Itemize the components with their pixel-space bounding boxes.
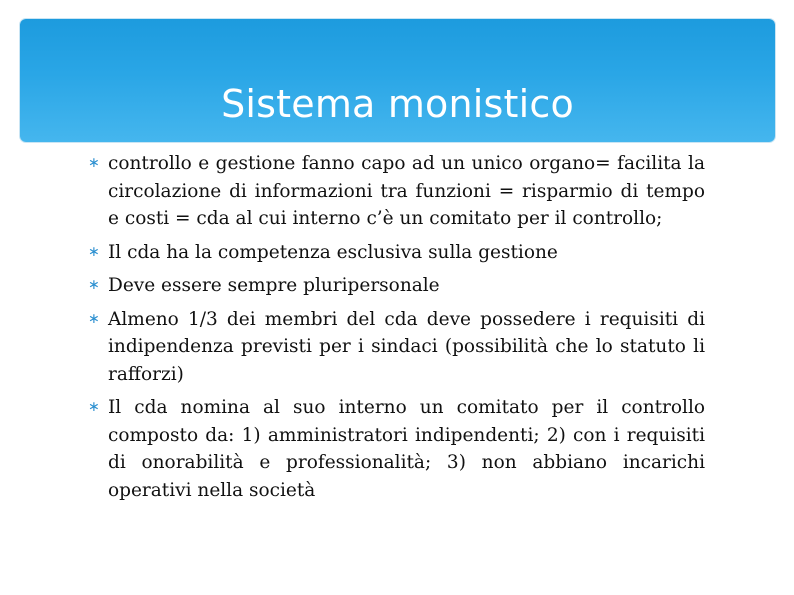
bullet-item (88, 239, 705, 267)
bullet-item (88, 306, 705, 389)
bullet-text: Deve essere sempre pluripersonale (108, 275, 440, 296)
bullet-text: Almeno 1/3 dei membri del cda deve possedere i requisiti di indipendenza previsti per i sindaci (possibilità che lo statuto li rafforzi) (108, 308, 705, 385)
bullet-list (88, 150, 705, 510)
bullet-text: controllo e gestione fanno capo ad un unico organo= facilita la circolazione di informazioni tra funzioni = risparmio di tempo e costi = cda al cui interno c’è un comitato per il controllo; (108, 153, 705, 229)
bullet-item (88, 272, 705, 300)
bullet-asterisk-icon: ∗ (88, 277, 100, 293)
bullet-item (88, 150, 705, 233)
bullet-asterisk-icon: ∗ (88, 310, 100, 327)
bullet-asterisk-icon: ∗ (88, 399, 100, 415)
bullet-asterisk-icon: ∗ (88, 243, 100, 260)
bullet-text: Il cda ha la competenza esclusiva sulla gestione (108, 241, 558, 263)
slide-title: Sistema monistico (221, 82, 574, 126)
title-banner (20, 19, 775, 142)
bullet-item (88, 394, 705, 504)
bullet-text: Il cda nomina al suo interno un comitato per il controllo composto da: 1) amministratori indipendenti; 2) con i requisiti di onorabilità e professionalità; 3) non abbiano incarichi operativi nella società (108, 397, 705, 501)
bullet-asterisk-icon: ∗ (88, 155, 100, 171)
